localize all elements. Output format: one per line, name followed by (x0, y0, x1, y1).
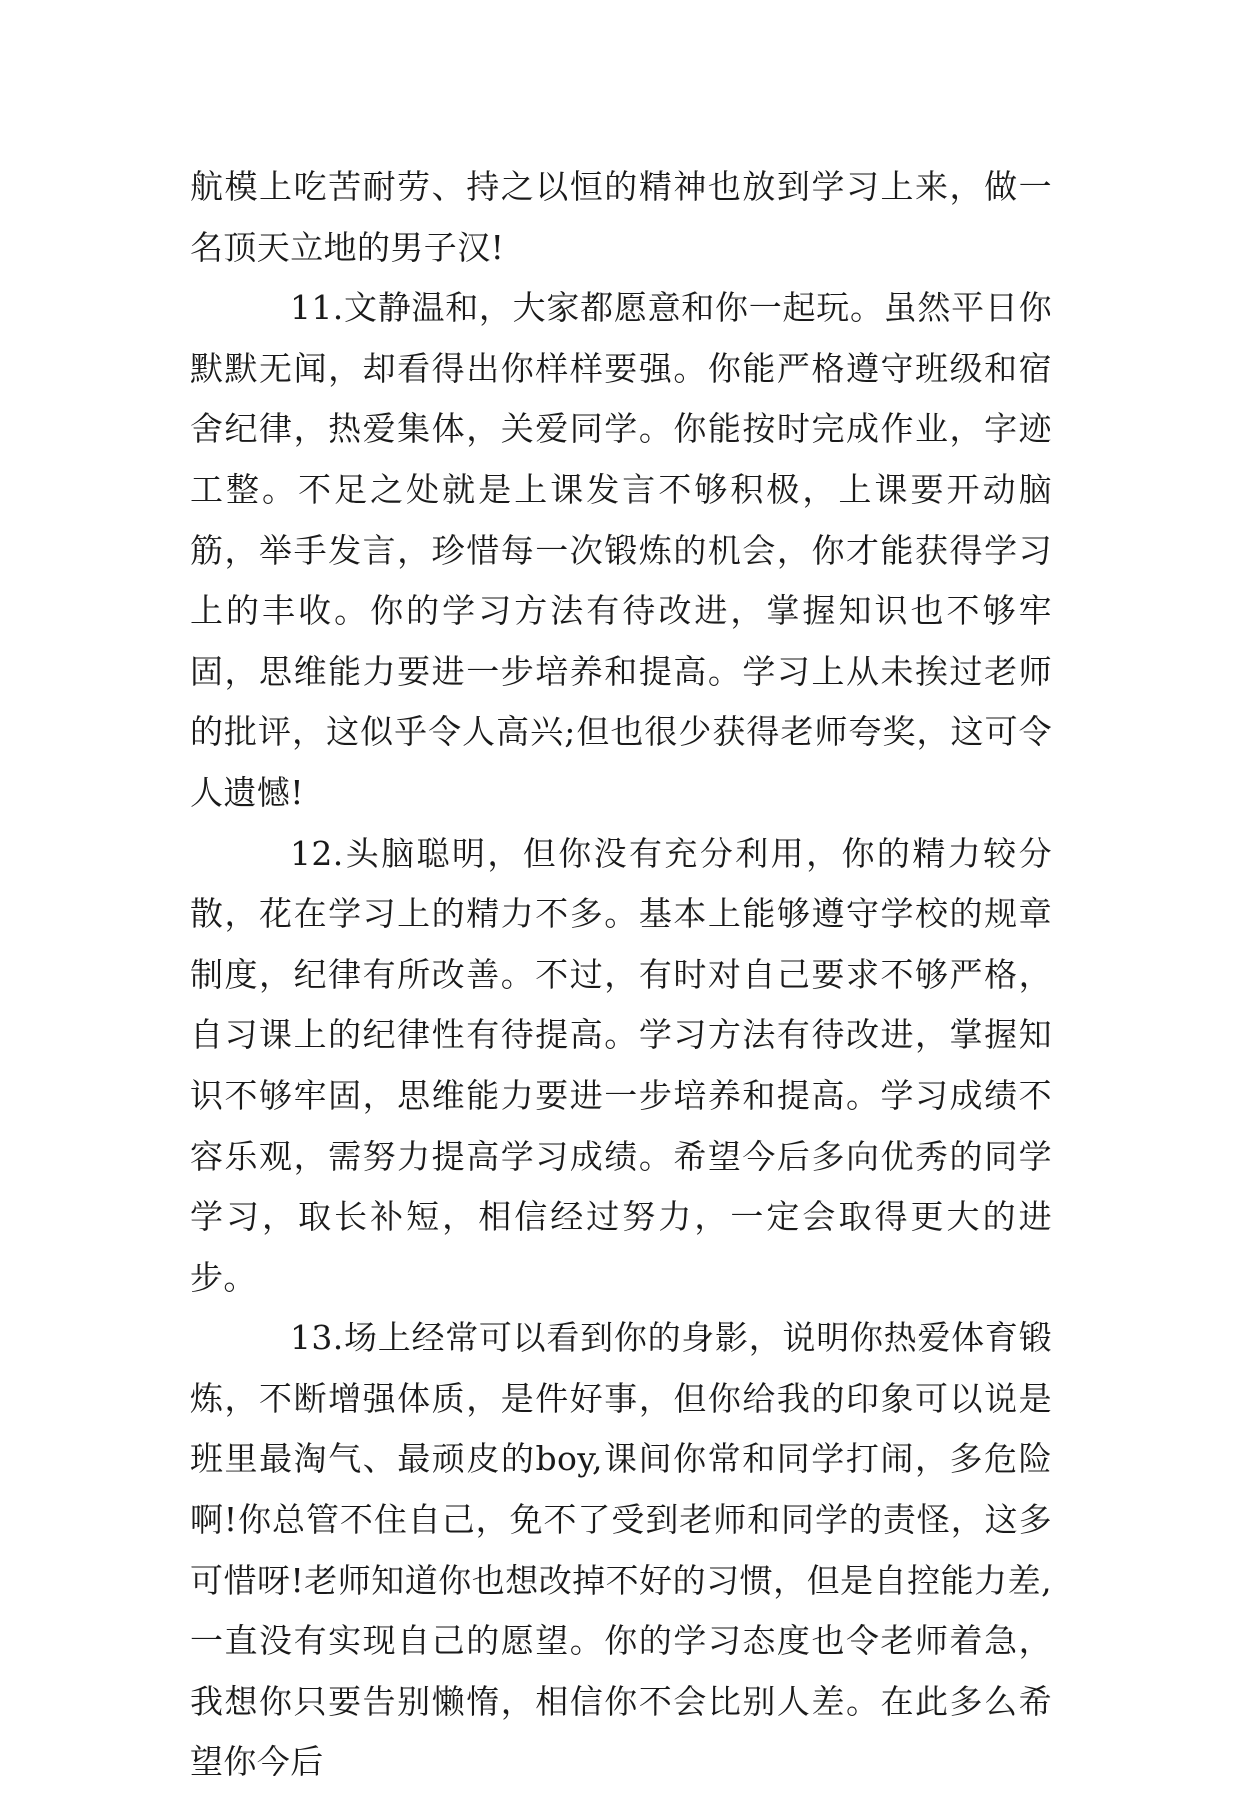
paragraph-11: 11.文静温和，大家都愿意和你一起玩。虽然平日你默默无闻，却看得出你样样要强。你能严格遵守班级和宿舍纪律，热爱集体，关爱同学。你能按时完成作业，字迹工整。不足之处就是上课发言不够积极，上课要开动脑筋，举手发言，珍惜每一次锻炼的机会，你才能获得学习上的丰收。你的学习方法有待改进，掌握知识也不够牢固，思维能力要进一步培养和提高。学习上从未挨过老师的批评，这似乎令人高兴;但也很少获得老师夸奖，这可令人遗憾! (190, 288, 1052, 812)
paragraph-continued: 航模上吃苦耐劳、持之以恒的精神也放到学习上来，做一名顶天立地的男子汉! (190, 167, 1052, 267)
paragraph-12: 12.头脑聪明，但你没有充分利用，你的精力较分散，花在学习上的精力不多。基本上能够遵守学校的规章制度，纪律有所改善。不过，有时对自己要求不够严格，自习课上的纪律性有待提高。学习方法有待改进，掌握知识不够牢固，思维能力要进一步培养和提高。学习成绩不容乐观，需努力提高学习成绩。希望今后多向优秀的同学学习，取长补短，相信经过努力，一定会取得更大的进步。 (190, 833, 1052, 1297)
paragraph-13: 13.场上经常可以看到你的身影，说明你热爱体育锻炼，不断增强体质，是件好事，但你给我的印象可以说是班里最淘气、最顽皮的boy,课间你常和同学打闹，多危险啊!你总管不住自己，免不了受到老师和同学的责怪，这多可惜呀!老师知道你也想改掉不好的习惯，但是自控能力差,一直没有实现自己的愿望。你的学习态度也令老师着急，我想你只要告别懒惰，相信你不会比别人差。在此多么希望你今后 (190, 1318, 1052, 1782)
document-body (190, 157, 1052, 1793)
